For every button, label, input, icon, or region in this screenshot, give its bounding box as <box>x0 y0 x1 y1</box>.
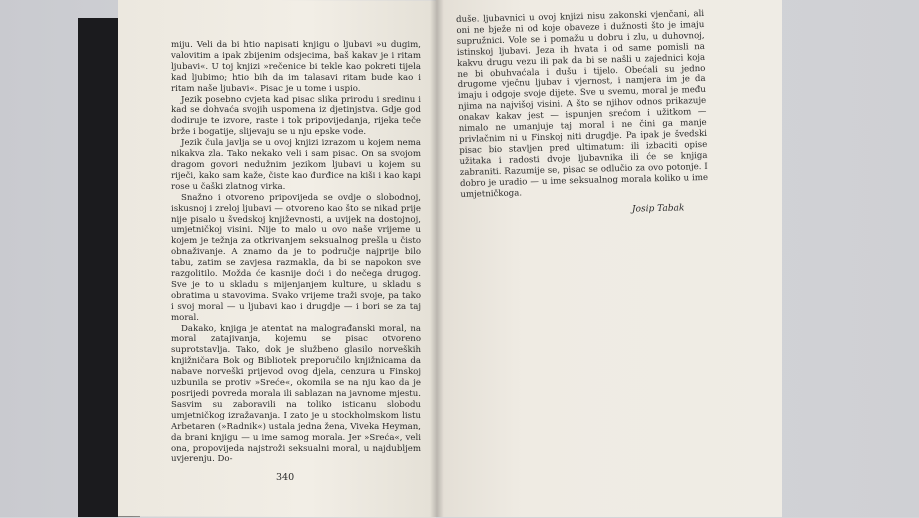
paragraph: Dakako, knjiga je atentat na malograđanski moral, na moral zatajivanja, kojemu se pisac otvoreno suprotstavlja. Tako, dok je službeno glasilo norveških knjižničara Bok og Bibliotek preporučilo knjižnicama da nabave norveški prijevod ovog djela, cenzura u Finskoj uzbunila se protiv »Sreće«, okomila se na nju kao da je posrijedi povreda morala ili sablazan na javnome mjestu. Sasvim su zaboravili na toliko isticanu slobodu umjetničkog izražavanja. I zato je u stockholmskom listu Arbetaren (»Radnik«) ustala jedna žena, Viveka Heyman, da brani knjigu — u ime samog morala. Jer »Sreća«, veli ona, propovijeda najstroži seksualni moral, u najdubljem uvjerenju. Do- <box>171 323 421 465</box>
paragraph: Snažno i otvoreno pripovijeda se ovdje o slobodnoj, iskusnoj i zreloj ljubavi — otvoreno kao što se nikad prije nije pisalo u švedskoj književnosti, a uvijek na dostojnoj, umjetničkoj visini. Nije to malo u ovo naše vrijeme u kojem je težnja za otkrivanjem seksualnog prešla u čisto obnaživanje. A znamo da je to područje najprije bilo tabu, zatim se zavjesa razmakla, da bi se napokon sve razgolitilo. Možda će kasnije doći i do nečega drugog. Sve je to u skladu s mijenjanjem kulture, u skladu s obratima u stavovima. Svako vrijeme traži svoje, pa tako i svoj moral — u ljubavi kao i drugdje — i bori se za taj moral. <box>171 192 421 323</box>
left-page-text <box>171 40 421 465</box>
book-gutter <box>430 0 444 517</box>
page-number: 340 <box>276 472 295 483</box>
right-page-text <box>456 9 708 200</box>
author-signature: Josip Tabak <box>631 203 685 215</box>
paragraph: duše. ljubavnici u ovoj knjizi nisu zakonski vjenčani, ali oni ne bježe ni od koje obaveze i dužnosti što je imaju supružnici. Vole se i pomažu u dobru i zlu, u duhovnoj, istinskoj ljubavi. Jeza ih hvata i od same pomisli na kakvu drugu vezu ili pak da bi se našli u zajednici koja ne bi obuhvaćala i dušu i tijelo. Obećali su jedno drugome vječnu ljubav i vjernost, i namjera im je da imaju i odgoje svoje dijete. Sve u svemu, moral je među njima na najvišoj visini. A što se njihov odnos prikazuje onakav kakav jest — ispunjen srećom i užitkom — nimalo ne umanjuje taj moral i ne čini ga manje privlačnim ni u Finskoj niti drugdje. Pa ipak je švedski pisac bio stavljen pred ultimatum: ili izbaciti opise užitaka i radosti dvoje ljubavnika ili će se knjiga zabraniti. Razumije se, pisac se odlučio za ovo potonje. I dobro je uradio — u ime seksualnog morala koliko u ime umjetničkoga. <box>456 8 709 200</box>
paragraph: Jezik čula javlja se u ovoj knjizi izrazom u kojem nema nikakva zla. Tako nekako veli i sam pisac. On sa svojom dragom govori nedužnim jezikom ljubavi u kojem su riječi, kako sam kaže, čiste kao đurđice na kiši i kao kapi rose u čaški zlatnog virka. <box>171 138 421 192</box>
paragraph: miju. Veli da bi htio napisati knjigu o ljubavi »u dugim, valovitim a ipak zbijenim odsjecima, baš kakav je i ritam ljubavi«. U toj knjizi »rečenice bi tekle kao pokreti tijela kad ljubimo; htio bih da im talasavi ritam bude kao i ritam naše ljubavi«. Pisac je u tome i uspio. <box>171 40 421 94</box>
paragraph: Jezik posebno cvjeta kad pisac slika prirodu i sredinu i kad se dohvaća svojih uspomena iz djetinjstva. Gdje god dodiruje te izvore, raste i tok pripovijedanja, rijeka teče brže i bogatije, slijevaju se u nju epske vode. <box>171 94 421 138</box>
